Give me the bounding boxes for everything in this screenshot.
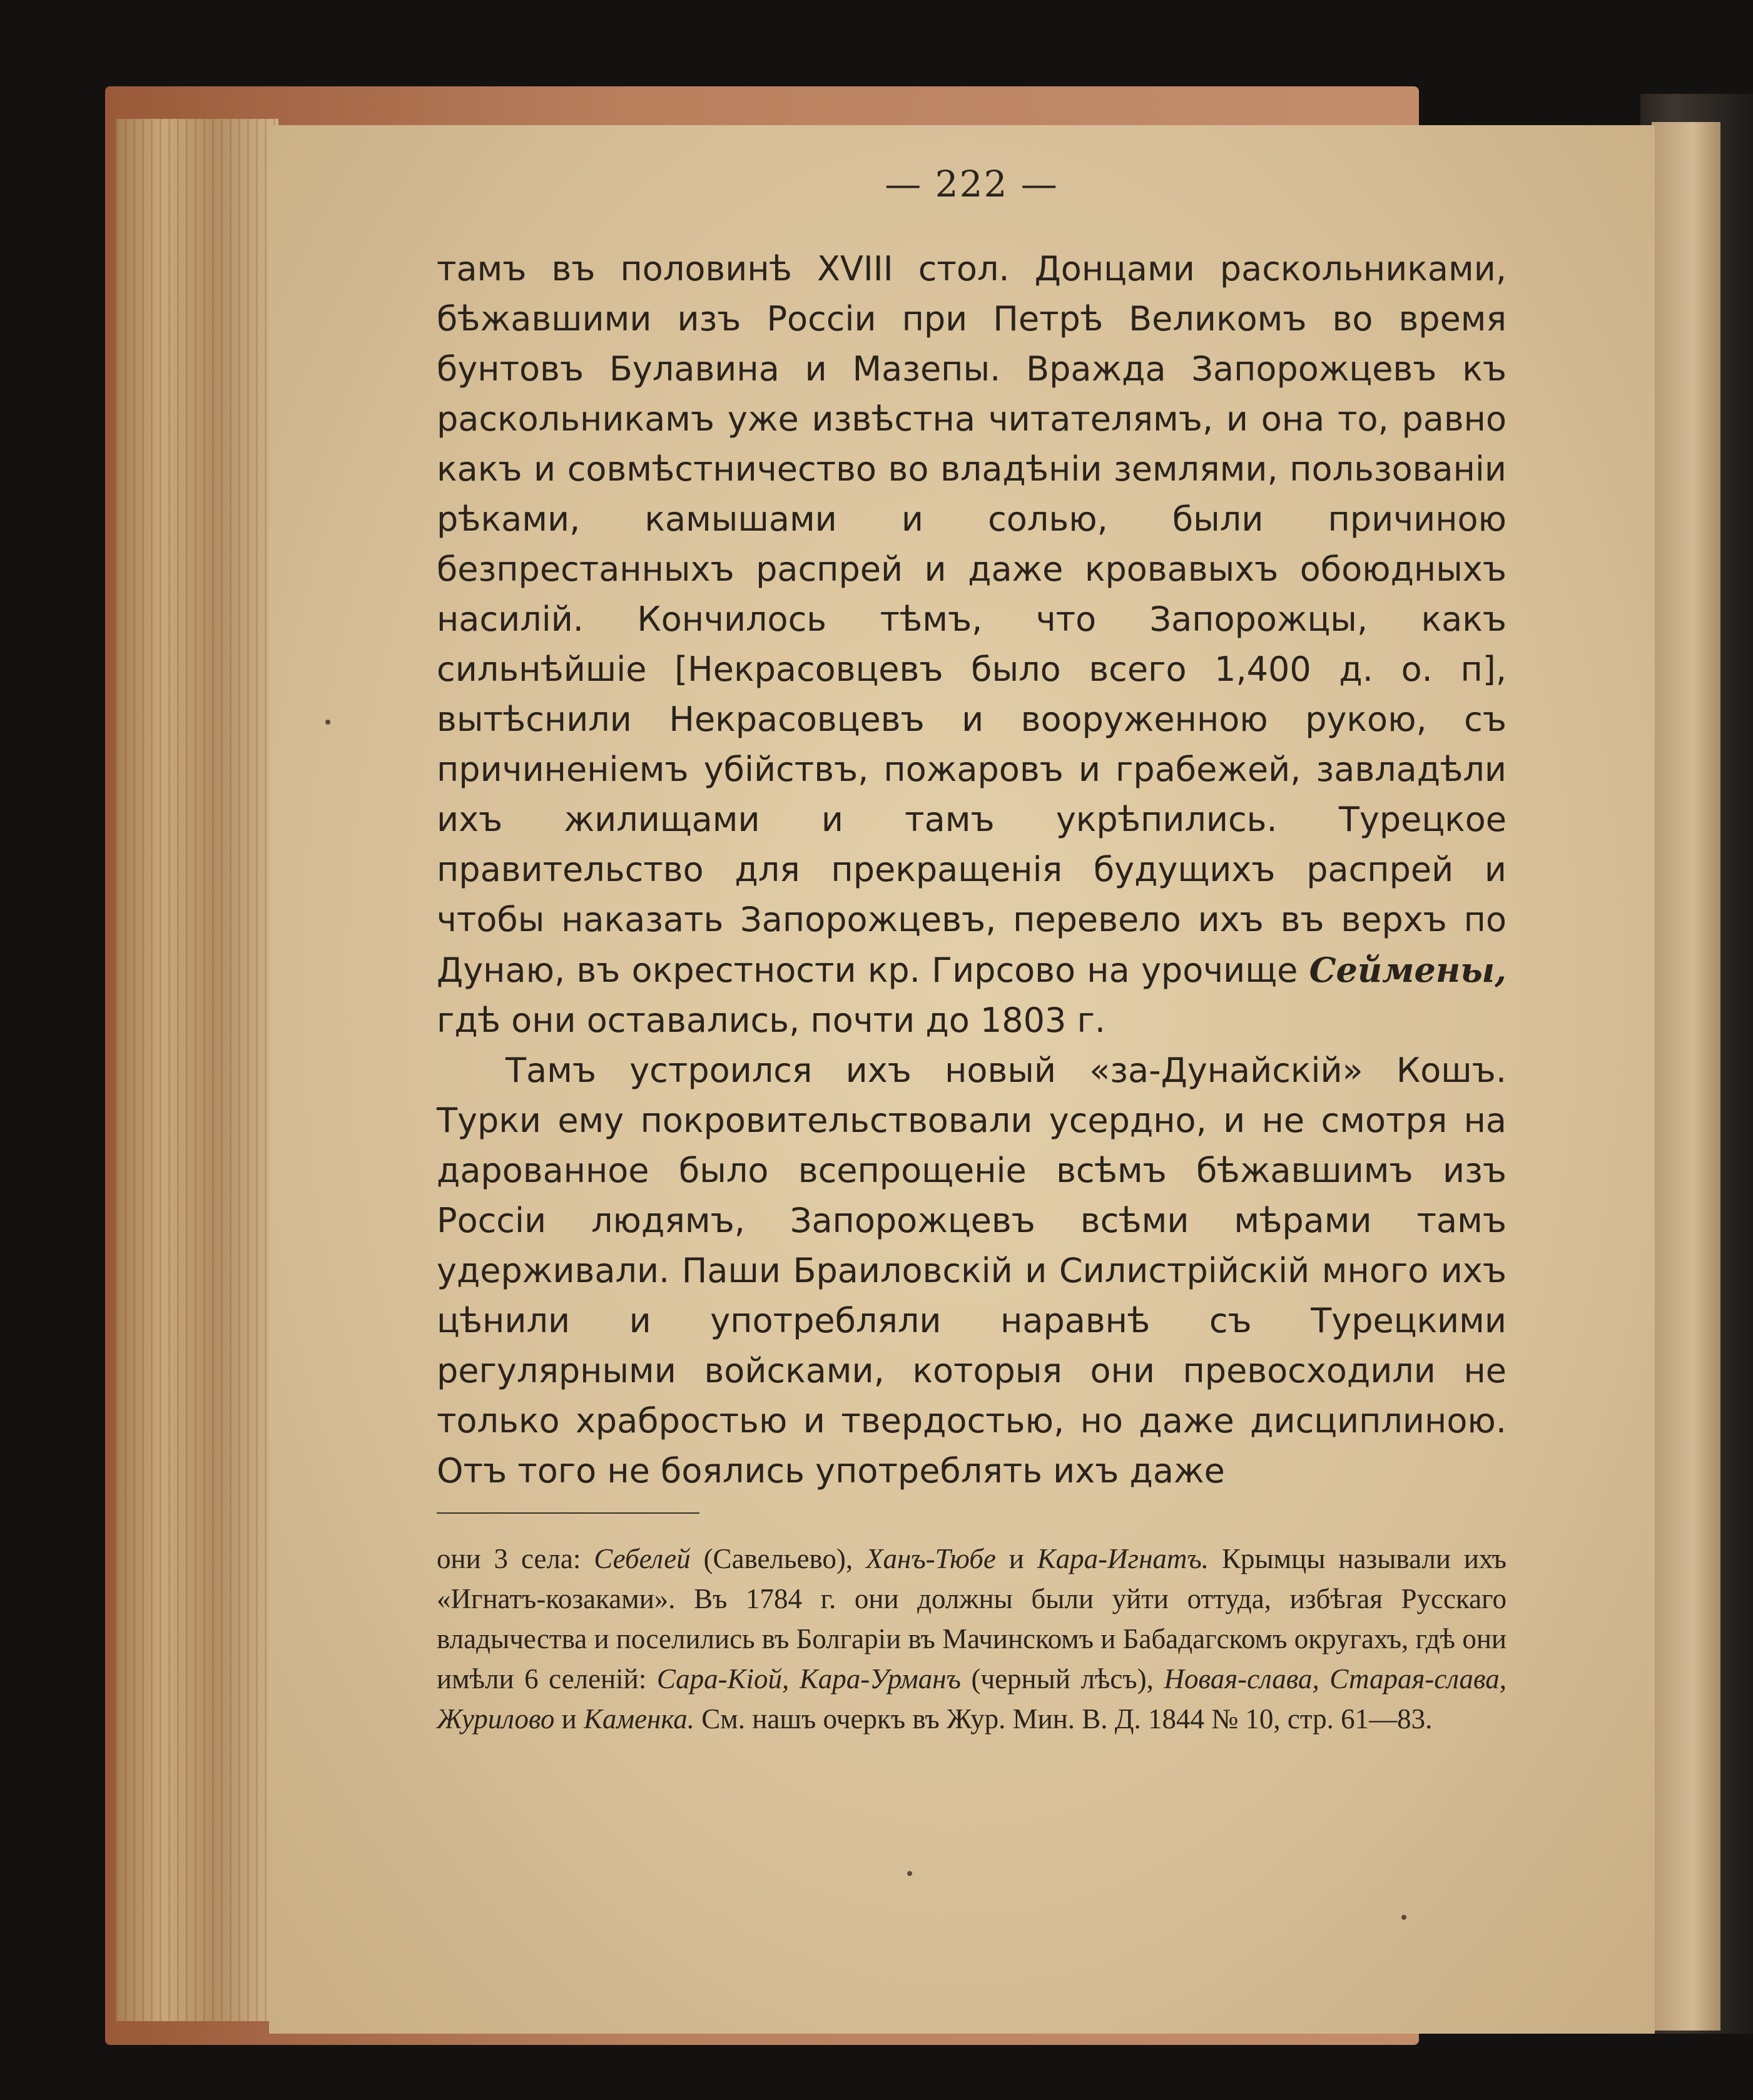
- footnote-text: и: [561, 1703, 577, 1735]
- page-number: — 222 —: [885, 163, 1059, 205]
- next-page-edge: [1652, 122, 1720, 2031]
- footnote-text: Крымцы называли ихъ «Игнатъ-козаками». Въ 1784 г. они должны были уйти оттуда, избѣгая Русскаго владычества и поселились въ Болгаріи въ Мачинскомъ и Бабадагскомъ округахъ, гдѣ они имѣли 6 селеній:: [437, 1543, 1507, 1695]
- page-content: [437, 163, 1507, 1739]
- footnote-reference: См. нашъ очеркъ въ Жур. Мин. В. Д. 1844 № 10, стр. 61—83.: [701, 1703, 1433, 1735]
- footnote-text: и: [1009, 1543, 1024, 1574]
- paragraph-2: Тамъ устроился ихъ новый «за-Дунайскій» Кошъ. Турки ему покровительствовали усердно, и не смотря на дарованное было всепрощеніе всѣмъ бѣжавшимъ изъ Россіи людямъ, Запорожцевъ всѣми мѣрами тамъ удерживали. Паши Браиловскій и Силистрійскій много ихъ цѣнили и употребляли наравнѣ съ Турецкими регулярными войсками, которыя они превосходили не только храбростью и твердостью, но даже дисциплиною. Отъ того не боялись употреблять ихъ даже: [437, 1051, 1507, 1491]
- body-text: [437, 244, 1507, 1496]
- footnote-village: Каменка.: [583, 1703, 695, 1735]
- place-name-seimeny: Сеймены,: [1309, 950, 1507, 990]
- paper-speck: [1401, 1915, 1406, 1920]
- book-page: [269, 125, 1655, 2034]
- footnote-text: они 3 села:: [437, 1543, 581, 1574]
- footnote-text: (Савельево),: [703, 1543, 853, 1574]
- footnote-village: Себелей: [594, 1543, 691, 1574]
- footnote-text: (черный лѣсъ),: [971, 1663, 1154, 1695]
- footnote-village: Ханъ-Тюбе: [866, 1543, 996, 1574]
- paper-speck: [325, 720, 330, 725]
- paragraph-1: [437, 244, 1507, 1046]
- footnote: [437, 1539, 1507, 1739]
- footnote-village: Новая-слава, Старая-слава, Журилово: [437, 1663, 1507, 1735]
- footnote-village: Сара-Кіой, Кара-Урманъ: [656, 1663, 961, 1695]
- page-stack-edges: [116, 119, 278, 2021]
- paragraph-1-end: гдѣ они оставались, почти до 1803 г.: [437, 1001, 1106, 1040]
- footnote-village: Кара-Игнатъ.: [1037, 1543, 1209, 1574]
- paragraph-1-text: тамъ въ половинѣ XVIII стол. Донцами раскольниками, бѣжавшими изъ Россіи при Петрѣ Великомъ во время бунтовъ Булавина и Мазепы. Вражда Запорожцевъ къ раскольникамъ уже извѣстна читателямъ, и она то, равно какъ и совмѣстничество во владѣніи землями, пользованіи рѣками, камышами и солью, были причиною безпрестанныхъ распрей и даже кровавыхъ обоюдныхъ насилій. Кончилось тѣмъ, что Запорожцы, какъ сильнѣйшіе [Некрасовцевъ было всего 1,400 д. о. п], вытѣснили Некрасовцевъ и вооруженною рукою, съ причиненіемъ убійствъ, пожаровъ и грабежей, завладѣли ихъ жилищами и тамъ укрѣпились. Турецкое правительство для прекращенія будущихъ распрей и чтобы наказать Запорожцевъ, перевело ихъ въ верхъ по Дунаю, въ окрестности кр. Гирсово на урочище: [437, 249, 1507, 990]
- paper-speck: [907, 1871, 912, 1876]
- footnote-divider: [437, 1512, 699, 1514]
